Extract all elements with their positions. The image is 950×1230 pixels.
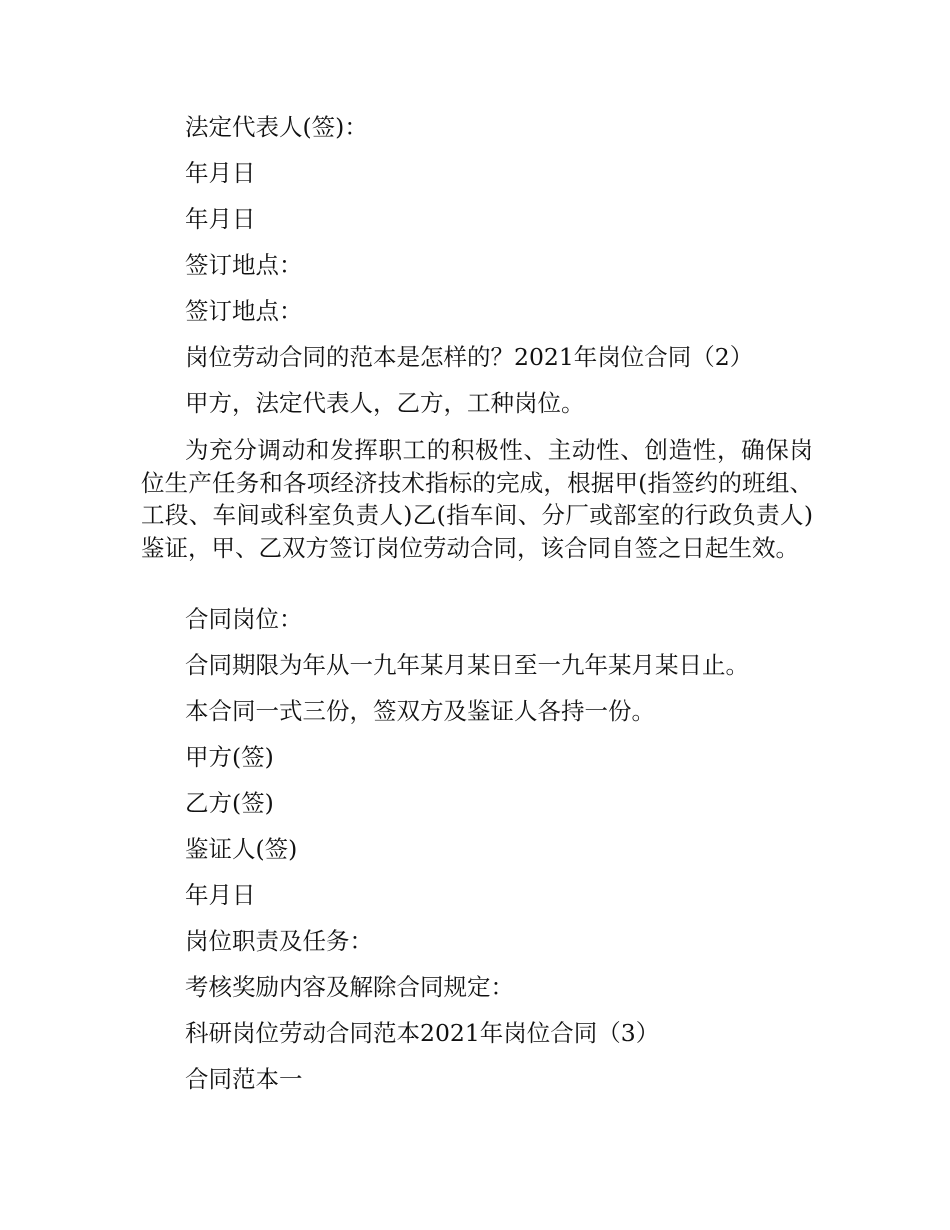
- text-line: 甲方(签): [185, 743, 274, 771]
- text-line: 年月日: [185, 205, 256, 233]
- text-line: 乙方(签): [185, 789, 274, 817]
- text-line: 年月日: [185, 159, 256, 187]
- section-heading: 岗位劳动合同的范本是怎样的？2021年岗位合同（2）: [185, 343, 754, 371]
- text-line: 本合同一式三份，签双方及鉴证人各持一份。: [185, 697, 655, 725]
- text-line: 合同岗位：: [185, 605, 303, 633]
- body-paragraph: 为充分调动和发挥职工的积极性、主动性、创造性，确保岗位生产任务和各项经济技术指标的完成，根据甲(指签约的班组、工段、车间或科室负责人)乙(指车间、分厂或部室的行政负责人)鉴证，甲、乙双方签订岗位劳动合同，该合同自签之日起生效。: [141, 436, 813, 562]
- text-line: 考核奖励内容及解除合同规定：: [185, 973, 514, 1001]
- text-line: 签订地点：: [185, 251, 303, 279]
- text-line: 年月日: [185, 881, 256, 909]
- text-line: 法定代表人(签)：: [185, 113, 368, 141]
- section-heading: 科研岗位劳动合同范本2021年岗位合同（3）: [185, 1019, 660, 1047]
- text-line: 签订地点：: [185, 297, 303, 325]
- text-line: 合同范本一: [185, 1065, 303, 1093]
- text-line: 甲方，法定代表人，乙方，工种岗位。: [185, 389, 585, 417]
- text-line: 合同期限为年从一九年某月某日至一九年某月某日止。: [185, 651, 749, 679]
- text-line: 岗位职责及任务：: [185, 927, 373, 955]
- text-line: 鉴证人(签): [185, 835, 298, 863]
